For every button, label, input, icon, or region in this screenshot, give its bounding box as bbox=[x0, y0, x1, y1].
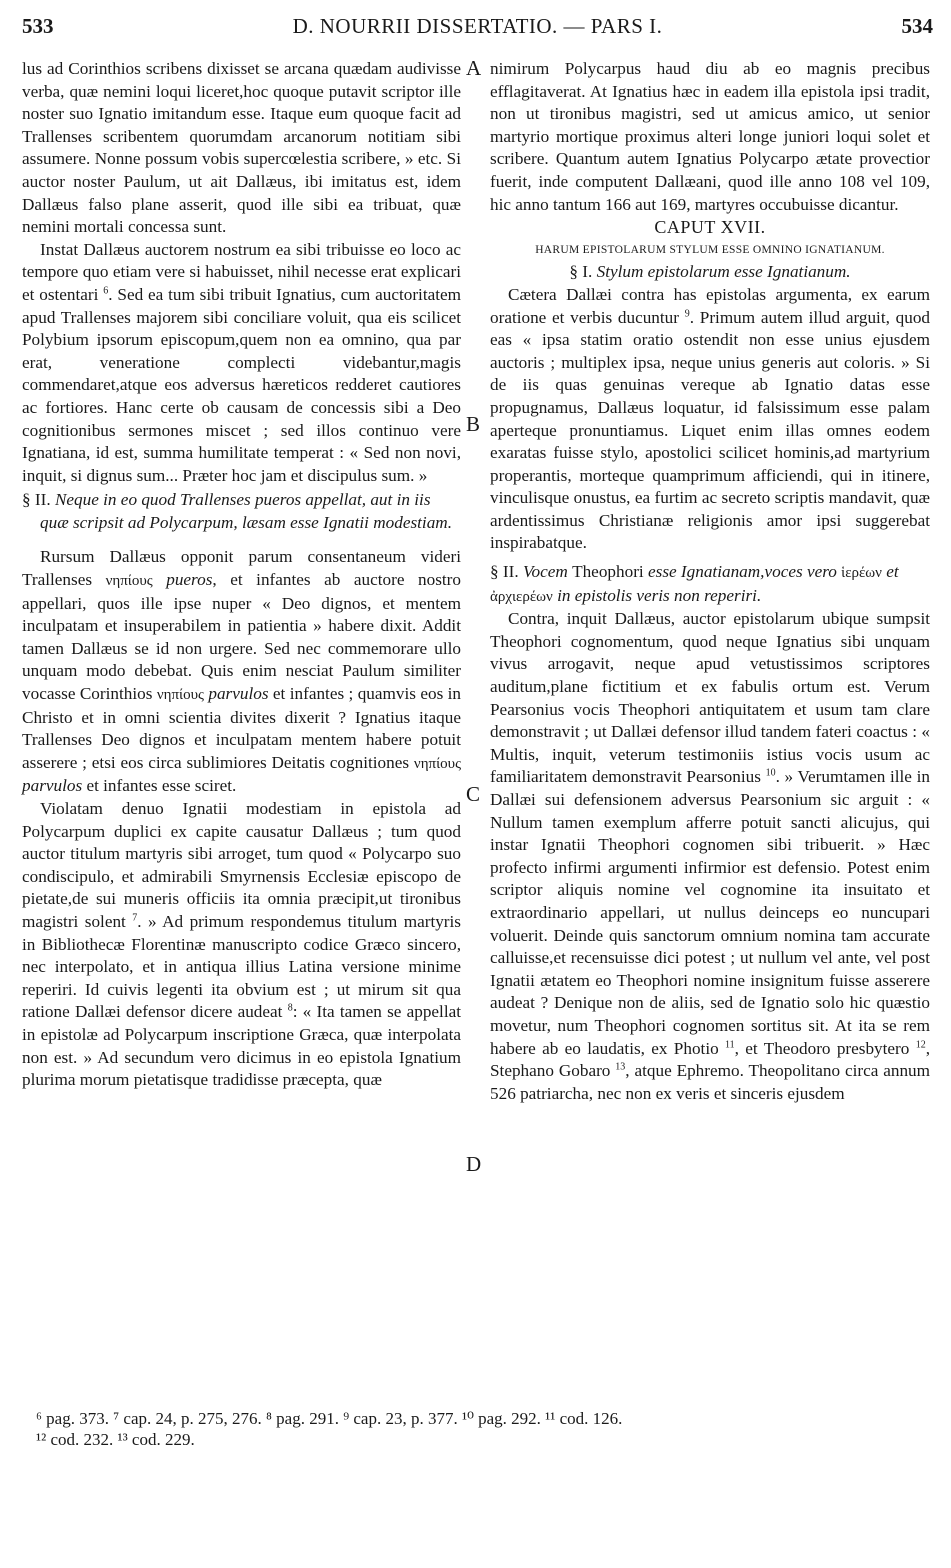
footnotes bbox=[36, 1408, 933, 1450]
section-heading: § II. Neque in eo quod Trallenses pueros appellat, aut in iis quæ scripsit ad Polycarpum, læsam esse Ignatii modestiam. bbox=[22, 490, 453, 532]
paragraph: Contra, inquit Dallæus, auctor epistolarum ubique sumpsit Theophori cognomentum, quod neque Ignatius sibi unquam vivus arrogavit, neque apud vetustissimos scriptores auditum,plane fictitium et ex fabulis ortum est. Verum Pearsonius vocis Theophori antiquitatem et usum tam clare demonstravit ; ut Dallæi defensor illud tandem fateri coactus : « Multis, inquit, veterum testimoniis istius vocis usum ac familiaritatem demonstravit Pearsonius $^{10}$. » Verumtamen ille in Dallæi sui defensionem adversus Pearsonium sic arguit : « Nullum tamen exemplum afferre potuit sancti alicujus, qui instar Ignatii Theophori cognomen sibi tribuerit. » Hæc profecto infirmi argumenti infirmior est defensio. Potest enim scriptor aliquis nomine vel cognomine ita insuitato et extraordinario appellari, ut nullus deinceps eo nuncupari voluerit. Deinde quis sanctorum omnium nomina tam accurate calluisse,et recensuisse dici potest ; ut nullum vel ante, vel post Ignatii ætatem eo Theophori nomine insignitum fuisse asserere audeat ? Denique non de aliis, sed de Ignatio solo hic quæstio movetur, num Theophori cognomen sortitus sit. At ita se rem habere ab eo laudatis, ex Photio $^{11}$, et Theodoro presbytero $^{12}$, Stephano Gobaro $^{13}$, atque Ephremo. Theopolitano circa annum 526 patriarcha, nec non ex veris et sinceris ejusdem bbox=[490, 609, 931, 1103]
chapter-title: CAPUT XVII. bbox=[654, 217, 766, 238]
paragraph: Cætera Dallæi contra has epistolas argumenta, ex earum oratione et verbis ducuntur $^9$. Primum autem illud arguit, quod eas « ipsa statim oratio ostendit non esse unius ejusdem auctoris ; multiplex ipsa, neque unius generis aut coloris. » Si de iis quas genuinas vereque ab Ignatio datas esse propugnamus, Dallæus loquatur, id falsissimum esse palam aperteque pronuntiamus. Liquet enim illas omnes eodem exaratas fuisse stylo, apostolici scilicet hominis,ad martyrium properantis, morteque quamprimum afficiendi, qui in itinere, vinculisque onustus, ea furtim ac secreto scriptis mandavit, quæ ardentissimus Christianæ religionis amor ipsi suggerebat inspirabatque. bbox=[490, 284, 931, 553]
section-heading: § I. Stylum epistolarum esse Ignatianum. bbox=[569, 262, 851, 282]
page-header bbox=[22, 14, 933, 46]
footnote-line: ¹² cod. 232. ¹³ cod. 229. bbox=[36, 1430, 195, 1449]
footnote-ref: 11 bbox=[725, 1038, 735, 1050]
chapter-subtitle: HARUM EPISTOLARUM STYLUM ESSE OMNINO IGNATIANUM. bbox=[535, 243, 885, 256]
footnote-ref: 13 bbox=[615, 1061, 626, 1073]
footnote-line: ⁶ pag. 373. ⁷ cap. 24, p. 275, 276. ⁸ pag. 291. ⁹ cap. 23, p. 377. ¹⁰ pag. 292. ¹¹ cod. 126. bbox=[36, 1409, 623, 1428]
footnote-ref: 7 bbox=[132, 912, 138, 924]
page-number-right: 534 bbox=[901, 14, 933, 38]
margin-marker-d: D bbox=[466, 1152, 482, 1176]
footnote-ref: 10 bbox=[765, 767, 776, 779]
footnote-ref: 9 bbox=[684, 307, 690, 319]
paragraph: nimirum Polycarpus haud diu ab eo magnis precibus efflagitaverat. At Ignatius hæc in eadem illa epistola ipsi tradit, non ut tironibus magistri, sed ut amicus amico, ut senior martyrio mortique proximus alteri longe juniori loqui solet et scribere. Quantum autem Ignatius Polycarpo ætate provectior fuerit, inde computent Dallæani, quod ille anno 108 vel 109, hic anno tantum 166 aut 169, martyres occubuisse dicantur. bbox=[490, 59, 930, 214]
paragraph: lus ad Corinthios scribens dixisset se arcana quædam audivisse verba, quæ nemini loqui liceret,hoc quoque putavit scriptor ille noster suo Ignatio imitandum esse. Itaque eum quoque facit ad Trallenses scribentem quorumdam arcanorum notitiam sibi assumere. Nonne possum vobis supercœlestia scribere, » etc. Si auctor noster Paulum, ut ait Dallæus, ibi imitatus est, idem Dallæus falso plane asserit, quod ille sibi ea tribuat, quæ nemini mortali concessa sunt. bbox=[22, 59, 461, 237]
left-column bbox=[22, 58, 461, 1092]
paragraph: Instat Dallæus auctorem nostrum ea sibi tribuisse eo loco ac tempore quo etiam vere si habuisset, nihil necesse erat explicari et ostentari $^6$. Sed ea tum sibi tribuit Ignatius, cum auctoritatem apud Trallenses majorem sibi conciliare voluit, qua eis scilicet Polybium ipsorum episcopum,quem non ea omnino, qua par erat, veneratione complecti videbantur,magis commendaret,atque eos adversus hæreticos redderet cautiores ac fortiores. Hanc certe ob causam de concessis sibi a Deo cognitionibus sermones miscet ; sed illos continuo vere Ignatiana, id est, summa humilitate temperat : « Sed non novi, inquit, si dignus sum... Præter hoc jam et discipulus sum. » bbox=[22, 239, 462, 485]
paragraph: Rursum Dallæus opponit parum consentaneum videri Trallenses νηπίους pueros, et infantes ab auctore nostro appellari, quos ille ipse nuper « Deo dignos, et mentem inculpatam et insuperabilem in patientia » habere dixit. Addit tamen Dallæus se id non urgere. Sed nec commemorare ullo unquam modo debebat. Quis enim nesciat Paulum similiter vocasse Corinthios νηπίους parvulos et infantes ; quamvis eos in Christo et in omni scientia divites dixerit ? Ignatius itaque Trallenses Deo dignos et inculpatam mentem habere potuit asserere ; etsi eos circa sublimiores Deitatis cognitiones νηπίους parvulos et infantes esse sciret. bbox=[22, 547, 462, 796]
margin-marker-c: C bbox=[466, 782, 481, 806]
page-number-left: 533 bbox=[22, 14, 54, 38]
footnote-ref: 12 bbox=[915, 1038, 926, 1050]
section-heading: § II. Vocem Theophori esse Ignatianam,voces vero ἱερέων et ἀρχιερέων in epistolis veris non reperiri. bbox=[490, 562, 899, 605]
running-title: D. NOURRII DISSERTATIO. — PARS I. bbox=[292, 14, 663, 38]
margin-marker-b: B bbox=[466, 412, 481, 436]
footnote-ref: 6 bbox=[103, 285, 109, 297]
right-column bbox=[490, 58, 930, 1105]
margin-marker-a: A bbox=[466, 56, 482, 80]
paragraph: Violatam denuo Ignatii modestiam in epistola ad Polycarpum duplici ex capite causatur Dallæus ; tum quod auctor titulum martyris sibi arroget, tum quod « Polycarpo suo condiscipulo, et admirabili Smyrnensis Ecclesiæ episcopo de pietate,de sui muneris officiis ita omnia præcipit,ut tironibus magistri solent $^7$. » Ad primum respondemus titulum martyris in Bibliothecæ Florentinæ manuscripto codice Græco sincero, nec interpolato, et in antiqua illius Latina versione minime reperiri. Id cuivis legenti ita obvium est ; ut mirum sit qua ratione Dallæi defensor dicere audeat $^8$: « Ita tamen se appellat in epistolæ ad Polycarpum inscriptione Græca, quæ interpolata non est. » Ad secundum vero dicimus in eo epistola Ignatium plurima morum pietatisque tradidisse præcepta, quæ bbox=[22, 799, 462, 1090]
footnote-ref: 8 bbox=[287, 1002, 293, 1014]
